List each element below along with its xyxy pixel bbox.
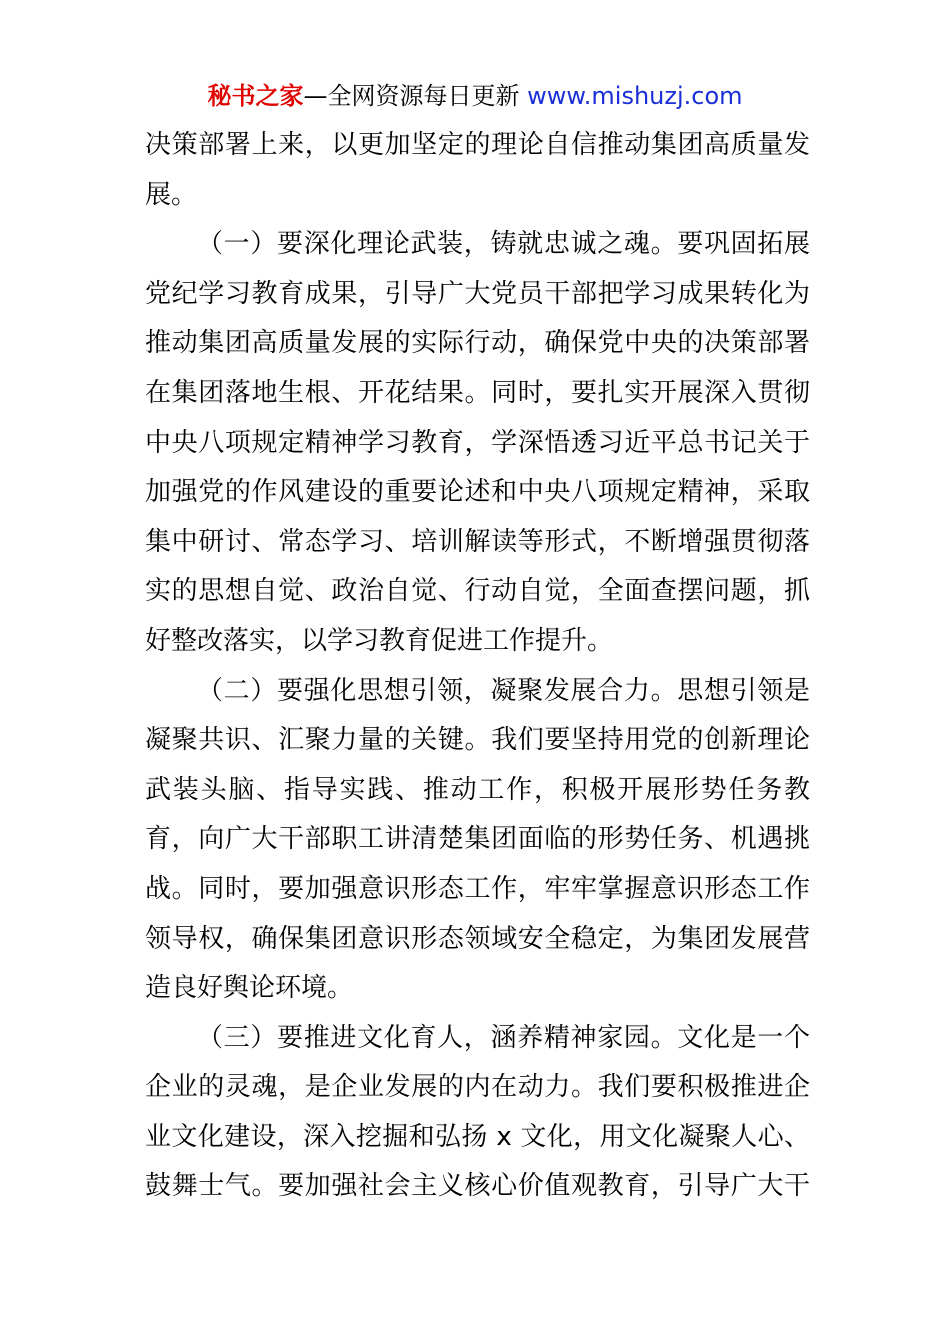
text-line: 展。 xyxy=(145,179,198,210)
site-url-link[interactable]: www.mishuzj.com xyxy=(527,82,743,110)
section-heading-line: （三）要推进文化育人，涵养精神家园。文化是一个 xyxy=(197,1022,810,1053)
text-line: 好整改落实，以学习教育促进工作提升。 xyxy=(145,625,614,656)
text-line: 加强党的作风建设的重要论述和中央八项规定精神，采取 xyxy=(145,477,810,508)
text-line: 推动集团高质量发展的实际行动，确保党中央的决策部署 xyxy=(145,328,810,359)
text-line: 鼓舞士气。要加强社会主义核心价值观教育，引导广大干 xyxy=(145,1171,810,1202)
text-line: 战。同时，要加强意识形态工作，牢牢掌握意识形态工作 xyxy=(145,873,810,904)
text-line: 领导权，确保集团意识形态领域安全稳定，为集团发展营 xyxy=(145,923,810,954)
text-line: 武装头脑、指导实践、推动工作，积极开展形势任务教 xyxy=(145,774,810,805)
text-line: 企业的灵魂，是企业发展的内在动力。我们要积极推进企 xyxy=(145,1072,810,1103)
site-brand: 秘书之家 xyxy=(207,82,304,110)
text-line: 中央八项规定精神学习教育，学深悟透习近平总书记关于 xyxy=(145,427,810,458)
site-header xyxy=(0,80,950,112)
text-line: 造良好舆论环境。 xyxy=(145,973,354,1004)
text-line: 业文化建设，深入挖掘和弘扬 x 文化，用文化凝聚人心、 xyxy=(145,1121,810,1152)
text-line: 实的思想自觉、政治自觉、行动自觉，全面查摆问题，抓 xyxy=(145,576,810,607)
text-line: 育，向广大干部职工讲清楚集团面临的形势任务、机遇挑 xyxy=(145,824,810,855)
section-heading-line: （一）要深化理论武装，铸就忠诚之魂。要巩固拓展 xyxy=(197,229,810,260)
document-body xyxy=(145,121,810,1212)
site-slogan: —全网资源每日更新 xyxy=(303,82,520,110)
text-line: 党纪学习教育成果，引导广大党员干部把学习成果转化为 xyxy=(145,278,810,309)
text-line: 决策部署上来，以更加坚定的理论自信推动集团高质量发 xyxy=(145,130,810,160)
text-line: 集中研讨、常态学习、培训解读等形式，不断增强贯彻落 xyxy=(145,526,810,557)
section-heading-line: （二）要强化思想引领，凝聚发展合力。思想引领是 xyxy=(197,675,810,706)
text-line: 在集团落地生根、开花结果。同时，要扎实开展深入贯彻 xyxy=(145,377,810,408)
text-line: 凝聚共识、汇聚力量的关键。我们要坚持用党的创新理论 xyxy=(145,725,810,756)
